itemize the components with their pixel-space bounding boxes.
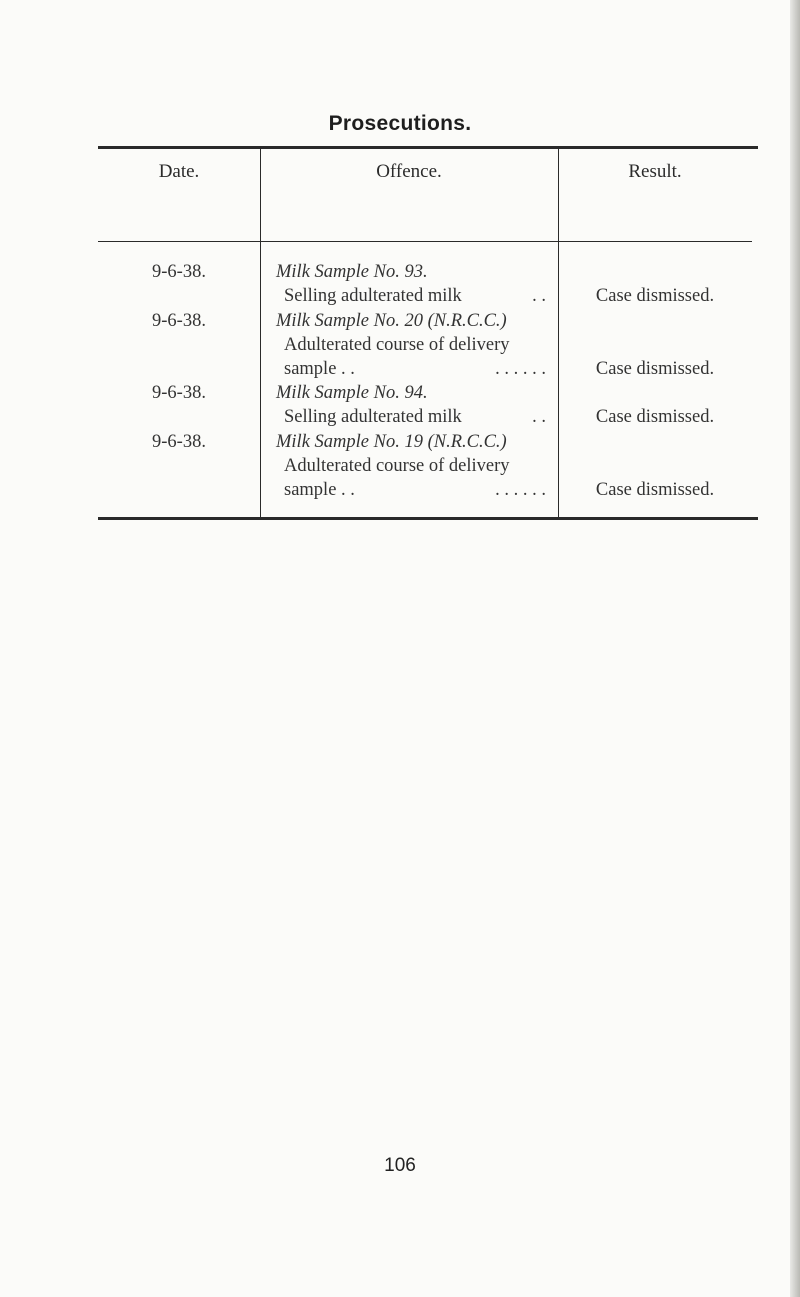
row-4-offence [276,430,546,502]
row-3-offence [276,381,546,429]
row-3-result: Case dismissed. [595,407,715,427]
row-2-offence-line: Adulterated course of delivery [284,335,510,355]
row-2-result: Case dismissed. [595,359,715,379]
row-4-result: Case dismissed. [595,480,715,500]
row-3-leader-dots: . . [532,407,546,427]
row-3-offence-text: Selling adulterated milk [284,407,462,427]
table-top-rule [98,146,758,149]
row-2-offence-text: sample . . [284,359,355,379]
row-2-offence [276,309,546,381]
column-divider-date-offence [260,146,261,518]
row-2-offence-last-line [276,357,546,381]
row-4-date: 9-6-38. [152,432,206,452]
page-number: 106 [384,1155,416,1176]
header-offence: Offence. [376,161,442,182]
row-3-offence-last-line [276,405,546,429]
row-2-date: 9-6-38. [152,311,206,331]
row-1-date: 9-6-38. [152,262,206,282]
row-1-result: Case dismissed. [595,286,715,306]
row-1-offence-text: Selling adulterated milk [284,286,462,306]
header-result: Result. [628,161,682,182]
row-3-offence-title: Milk Sample No. 94. [276,383,428,403]
row-4-leader-dots: . . . . . . [495,480,546,500]
row-1-offence-title: Milk Sample No. 93. [276,262,428,282]
column-divider-offence-result [558,146,559,518]
row-4-offence-last-line [276,478,546,502]
page-edge-shadow [790,0,800,1297]
table-header-rule [98,241,752,242]
row-4-offence-line: Adulterated course of delivery [284,456,510,476]
row-1-offence-last-line [276,284,546,308]
row-4-offence-text: sample . . [284,480,355,500]
row-1-leader-dots: . . [532,286,546,306]
table-bottom-rule [98,517,758,520]
row-2-offence-title: Milk Sample No. 20 (N.R.C.C.) [276,311,507,331]
header-date: Date. [158,161,200,182]
row-1-offence [276,260,546,308]
page-title: Prosecutions. [328,112,472,135]
row-4-offence-title: Milk Sample No. 19 (N.R.C.C.) [276,432,507,452]
row-3-date: 9-6-38. [152,383,206,403]
row-2-leader-dots: . . . . . . [495,359,546,379]
